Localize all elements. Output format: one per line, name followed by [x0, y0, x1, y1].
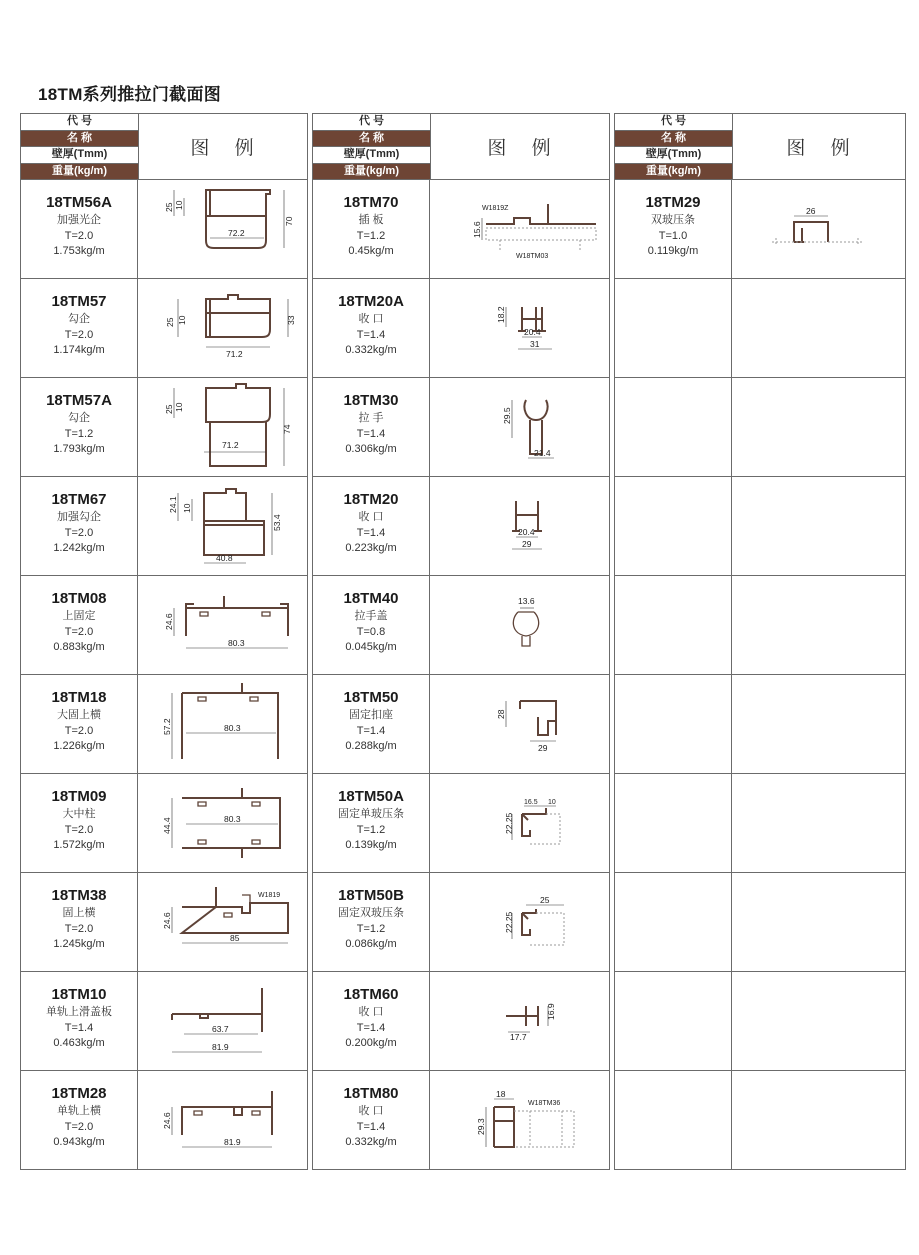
profile-weight: 0.463kg/m	[53, 1037, 105, 1049]
profile-drawing	[138, 279, 307, 377]
table-row	[20, 872, 308, 971]
dim-label: 15.6	[472, 221, 482, 238]
table-column-3	[614, 113, 906, 1170]
dim-label: 29	[538, 743, 548, 753]
profile-weight: 0.223kg/m	[345, 542, 397, 554]
profile-name: 收 口	[358, 1105, 384, 1117]
profile-name: 双玻压条	[651, 214, 695, 226]
dim-label: 71.2	[222, 440, 239, 450]
profile-code: 18TM40	[343, 590, 399, 607]
profile-code: 18TM50	[343, 689, 399, 706]
profile-name: 大中柱	[62, 808, 96, 820]
dim-label: 25	[164, 404, 174, 414]
dim-label: 71.2	[226, 349, 243, 359]
dim-label: 16.5	[524, 799, 538, 806]
profile-drawing	[138, 180, 307, 278]
table-row	[312, 1070, 610, 1170]
dim-label: 40.8	[216, 553, 233, 563]
header-name: 名 称	[615, 131, 732, 147]
profile-name: 单轨上滑盖板	[46, 1006, 112, 1018]
profile-weight: 0.306kg/m	[345, 443, 397, 455]
profile-name: 单轨上横	[57, 1105, 101, 1117]
profile-thickness: T=2.0	[64, 229, 94, 242]
profile-code: 18TM57A	[46, 392, 112, 409]
profile-code: 18TM56A	[46, 194, 112, 211]
profile-weight: 1.793kg/m	[53, 443, 105, 455]
profile-name: 固上横	[62, 907, 96, 919]
table-row	[312, 674, 610, 773]
profile-name: 收 口	[358, 313, 384, 325]
profile-weight: 0.119kg/m	[647, 245, 699, 257]
profile-drawing	[430, 279, 609, 377]
dim-label: 29.5	[502, 407, 512, 424]
profile-name: 拉手盖	[354, 610, 388, 622]
profile-drawing	[138, 477, 307, 575]
table-row	[20, 773, 308, 872]
profile-weight: 1.572kg/m	[53, 839, 105, 851]
profile-thickness: T=1.2	[356, 229, 386, 242]
dim-label: 29	[522, 539, 532, 549]
table-header	[20, 113, 308, 179]
table-column-2	[312, 113, 610, 1170]
dim-label: 24.6	[162, 1112, 172, 1129]
profile-thickness: T=1.4	[356, 328, 386, 341]
profile-weight: 0.332kg/m	[345, 1136, 397, 1148]
profile-name: 勾企	[68, 313, 90, 325]
header-figure: 图 例	[487, 138, 561, 159]
profile-name: 拉 手	[358, 412, 384, 424]
table-row	[312, 872, 610, 971]
dim-label: W1819	[258, 892, 281, 899]
header-code: 代 号	[615, 114, 732, 131]
dim-label: 25	[540, 895, 550, 905]
dim-label: 10	[182, 503, 192, 513]
table-row	[20, 179, 308, 278]
dim-label: 10	[174, 200, 184, 210]
dim-label: 13.6	[518, 596, 535, 606]
dim-label: 80.3	[224, 814, 241, 824]
dim-label: 24.6	[162, 912, 172, 929]
profile-name: 加强勾企	[57, 511, 101, 523]
profile-code: 18TM28	[51, 1085, 107, 1102]
dim-label: 31	[530, 339, 540, 349]
profile-code: 18TM20	[343, 491, 399, 508]
page-title: 18TM系列推拉门截面图	[38, 85, 222, 104]
dim-label: 24.6	[164, 613, 174, 630]
table-row	[20, 971, 308, 1070]
table-header	[312, 113, 610, 179]
profile-thickness: T=1.4	[356, 724, 386, 737]
profile-weight: 0.086kg/m	[345, 938, 397, 950]
profile-thickness: T=1.0	[658, 229, 688, 242]
table-row	[20, 377, 308, 476]
dim-label: 57.2	[162, 718, 172, 735]
dim-label: 10	[548, 799, 556, 806]
profile-drawing	[430, 972, 609, 1070]
profile-name: 固定扣座	[349, 709, 393, 721]
dim-label: 18.2	[496, 306, 506, 323]
header-weight: 重量(kg/m)	[313, 164, 430, 180]
table-row	[614, 278, 906, 377]
profile-drawing	[430, 675, 609, 773]
table-row	[614, 179, 906, 278]
profile-thickness: T=1.2	[356, 823, 386, 836]
profile-code: 18TM18	[51, 689, 107, 706]
profile-weight: 0.45kg/m	[348, 245, 394, 257]
profile-code: 18TM50A	[338, 788, 404, 805]
dim-label: 72.2	[228, 228, 245, 238]
dim-label: 22.25	[504, 911, 514, 933]
dim-label: 33	[286, 315, 296, 325]
profile-weight: 1.174kg/m	[53, 344, 105, 356]
table-row	[614, 377, 906, 476]
table-row	[312, 971, 610, 1070]
table-row	[312, 179, 610, 278]
profile-name: 固定单玻压条	[338, 808, 404, 820]
table-row	[20, 278, 308, 377]
table-column-1	[20, 113, 308, 1170]
profile-code: 18TM50B	[338, 887, 404, 904]
profile-thickness: T=2.0	[64, 922, 94, 935]
dim-label: 10	[177, 315, 187, 325]
table-header	[614, 113, 906, 179]
table-row	[312, 773, 610, 872]
profile-code: 18TM10	[51, 986, 107, 1003]
profile-weight: 1.753kg/m	[53, 245, 105, 257]
table-row	[614, 1070, 906, 1170]
dim-label: 80.3	[228, 638, 245, 648]
dim-label: 53.4	[272, 514, 282, 531]
profile-name: 大固上横	[57, 709, 101, 721]
profile-thickness: T=1.4	[356, 1120, 386, 1133]
dim-label: 81.9	[224, 1137, 241, 1147]
header-thickness: 壁厚(Tmm)	[313, 146, 430, 164]
table-row	[614, 476, 906, 575]
profile-thickness: T=1.2	[356, 922, 386, 935]
profile-drawing	[138, 1071, 307, 1169]
dim-label: 20.4	[524, 327, 541, 337]
dim-label: 29.3	[476, 1118, 486, 1135]
table-row	[312, 575, 610, 674]
profile-code: 18TM60	[343, 986, 399, 1003]
profile-thickness: T=2.0	[64, 625, 94, 638]
profile-weight: 0.288kg/m	[345, 740, 397, 752]
dim-label: 63.7	[212, 1024, 229, 1034]
profile-drawing	[138, 378, 307, 476]
dim-label: 16.9	[546, 1003, 556, 1020]
dim-label: W18TM36	[528, 1100, 561, 1107]
profile-drawing	[138, 576, 307, 674]
profile-code: 18TM80	[343, 1085, 399, 1102]
profile-thickness: T=2.0	[64, 823, 94, 836]
header-code: 代 号	[313, 114, 430, 131]
dim-label: 21.4	[534, 448, 551, 458]
dim-label: 25	[165, 317, 175, 327]
profile-weight: 0.883kg/m	[53, 641, 105, 653]
profile-thickness: T=2.0	[64, 1120, 94, 1133]
dim-label: 20.4	[518, 527, 535, 537]
table-row	[312, 377, 610, 476]
profile-code: 18TM57	[51, 293, 107, 310]
profile-code: 18TM30	[343, 392, 399, 409]
profile-thickness: T=2.0	[64, 526, 94, 539]
profile-weight: 1.242kg/m	[53, 542, 105, 554]
header-thickness: 壁厚(Tmm)	[615, 146, 732, 164]
profile-weight: 0.200kg/m	[345, 1037, 397, 1049]
profile-thickness: T=2.0	[64, 328, 94, 341]
profile-drawing	[430, 1071, 609, 1169]
header-figure: 图 例	[786, 138, 860, 159]
dim-label: W1819Z	[482, 205, 509, 212]
header-thickness: 壁厚(Tmm)	[21, 146, 138, 164]
profile-code: 18TM09	[51, 788, 107, 805]
table-row	[614, 674, 906, 773]
header-name: 名 称	[21, 131, 138, 147]
dim-label: W18TM03	[516, 253, 549, 260]
table-row	[20, 575, 308, 674]
dim-label: 44.4	[162, 817, 172, 834]
dim-label: 80.3	[224, 723, 241, 733]
profile-thickness: T=1.4	[64, 1021, 94, 1034]
profile-drawing	[138, 774, 307, 872]
table-row	[20, 674, 308, 773]
profile-weight: 0.045kg/m	[345, 641, 397, 653]
dim-label: 10	[174, 402, 184, 412]
dim-label: 74	[282, 424, 292, 434]
table-row	[614, 773, 906, 872]
dim-label: 85	[230, 933, 240, 943]
dim-label: 18	[496, 1089, 506, 1099]
header-name: 名 称	[313, 131, 430, 147]
profile-weight: 0.139kg/m	[345, 839, 397, 851]
profile-drawing	[430, 477, 609, 575]
profile-thickness: T=1.2	[64, 427, 94, 440]
profile-name: 固定双玻压条	[338, 907, 404, 919]
dim-label: 24.1	[168, 496, 178, 513]
profile-thickness: T=0.8	[356, 625, 386, 638]
profile-drawing	[430, 378, 609, 476]
profile-name: 收 口	[358, 1006, 384, 1018]
profile-drawing	[138, 675, 307, 773]
table-row	[20, 476, 308, 575]
profile-name: 上固定	[62, 610, 96, 622]
header-figure: 图 例	[190, 138, 264, 159]
profile-code: 18TM70	[343, 194, 399, 211]
profile-code: 18TM29	[645, 194, 701, 211]
profile-code: 18TM38	[51, 887, 107, 904]
profile-thickness: T=1.4	[356, 427, 386, 440]
header-code: 代 号	[21, 114, 138, 131]
dim-label: 17.7	[510, 1032, 527, 1042]
table-row	[614, 575, 906, 674]
table-row	[20, 1070, 308, 1170]
profile-drawing	[138, 873, 307, 971]
dim-label: 22.25	[504, 812, 514, 834]
profile-weight: 1.245kg/m	[53, 938, 105, 950]
table-row	[312, 278, 610, 377]
dim-label: 81.9	[212, 1042, 229, 1052]
profile-code: 18TM67	[51, 491, 107, 508]
dim-label: 28	[496, 709, 506, 719]
profile-weight: 1.226kg/m	[53, 740, 105, 752]
table-row	[312, 476, 610, 575]
profile-drawing	[138, 972, 307, 1070]
header-weight: 重量(kg/m)	[21, 164, 138, 180]
profile-code: 18TM20A	[338, 293, 404, 310]
profile-name: 加强光企	[57, 214, 101, 226]
profile-thickness: T=2.0	[64, 724, 94, 737]
profile-name: 收 口	[358, 511, 384, 523]
dim-label: 70	[284, 216, 294, 226]
profile-thickness: T=1.4	[356, 526, 386, 539]
dim-label: 25	[164, 202, 174, 212]
profile-thickness: T=1.4	[356, 1021, 386, 1034]
profile-drawing	[430, 873, 609, 971]
profile-drawing	[430, 576, 609, 674]
profile-name: 勾企	[68, 412, 90, 424]
dim-label: 26	[806, 206, 816, 216]
table-row	[614, 971, 906, 1070]
profile-name: 插 板	[358, 214, 384, 226]
profile-weight: 0.332kg/m	[345, 344, 397, 356]
table-row	[614, 872, 906, 971]
profile-drawing	[732, 180, 905, 278]
profile-code: 18TM08	[51, 590, 107, 607]
header-weight: 重量(kg/m)	[615, 164, 732, 180]
profile-drawing	[430, 774, 609, 872]
profile-weight: 0.943kg/m	[53, 1136, 105, 1148]
profile-drawing	[430, 180, 609, 278]
